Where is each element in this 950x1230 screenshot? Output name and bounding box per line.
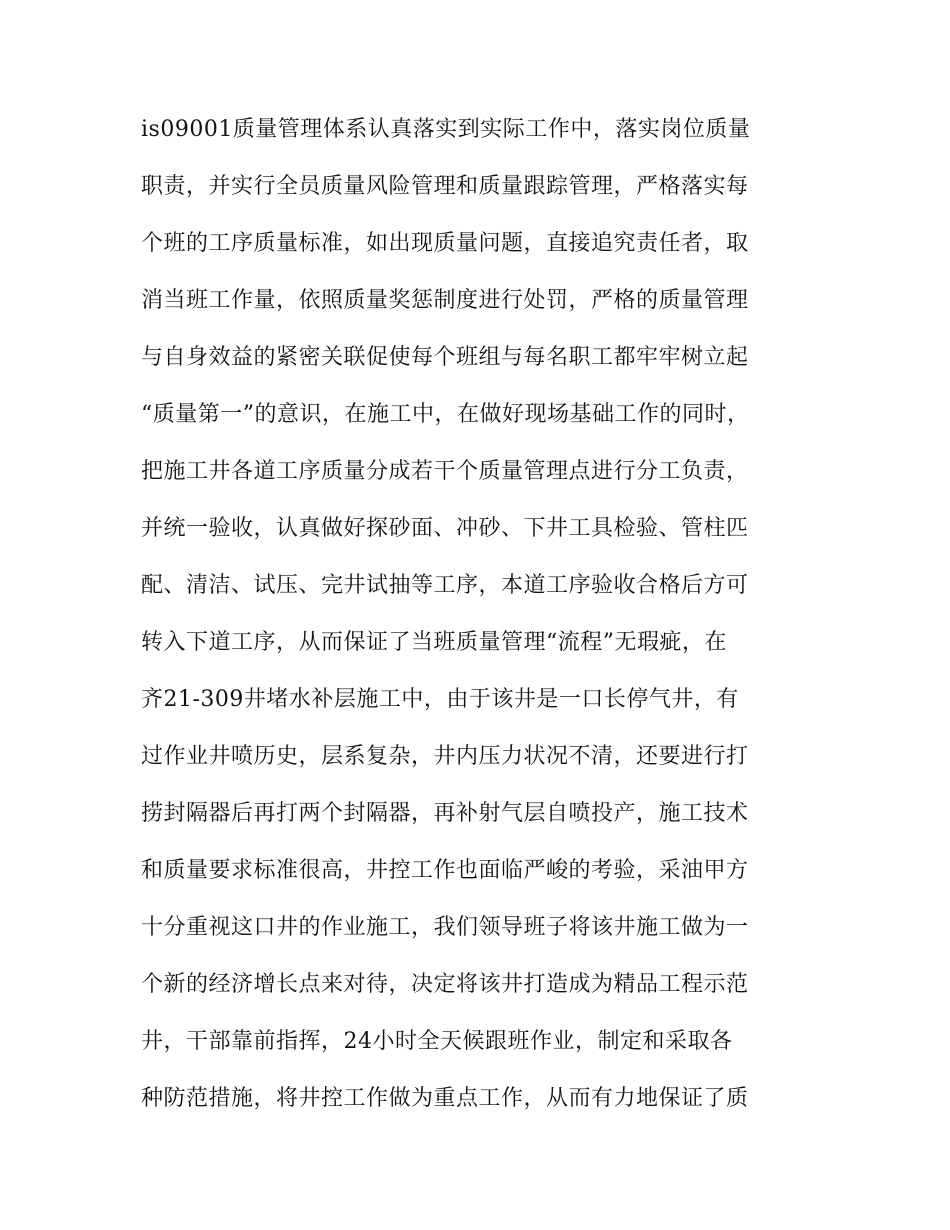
text-line: 种防范措施，将井控工作做为重点工作，从而有力地保证了质 (141, 1086, 749, 1111)
text-line: 职责，并实行全员质量风险管理和质量跟踪管理，严格落实每 (141, 174, 749, 199)
text-line: is09001质量管理体系认真落实到实际工作中，落实岗位质量 (141, 117, 751, 142)
text-line: 并统一验收，认真做好探砂面、冲砂、下井工具检验、管柱匹 (141, 516, 749, 541)
text-line: 消当班工作量，依照质量奖惩制度进行处罚，严格的质量管理 (141, 288, 749, 313)
text-line: “质量第一”的意识，在施工中，在做好现场基础工作的同时， (141, 402, 750, 427)
text-line: 过作业井喷历史，层系复杂，井内压力状况不清，还要进行打 (141, 744, 749, 769)
text-line: 十分重视这口井的作业施工，我们领导班子将该井施工做为一 (141, 915, 749, 940)
text-line: 转入下道工序，从而保证了当班质量管理“流程”无瑕疵，在 (141, 630, 727, 655)
text-line: 个班的工序质量标准，如出现质量问题，直接追究责任者，取 (141, 231, 749, 256)
text-line: 齐21-309井堵水补层施工中，由于该井是一口长停气井，有 (141, 687, 739, 712)
text-line: 与自身效益的紧密关联促使每个班组与每名职工都牢牢树立起 (141, 345, 749, 370)
text-line: 捞封隔器后再打两个封隔器，再补射气层自喷投产，施工技术 (141, 801, 749, 826)
text-line: 个新的经济增长点来对待，决定将该井打造成为精品工程示范 (141, 972, 749, 997)
text-line: 和质量要求标准很高，井控工作也面临严峻的考验，采油甲方 (141, 858, 749, 883)
text-line: 井，干部靠前指挥，24小时全天候跟班作业，制定和采取各 (141, 1029, 733, 1054)
text-line: 配、清洁、试压、完井试抽等工序，本道工序验收合格后方可 (141, 573, 749, 598)
text-line: 把施工井各道工序质量分成若干个质量管理点进行分工负责， (141, 459, 749, 484)
body-paragraph (141, 108, 841, 1134)
